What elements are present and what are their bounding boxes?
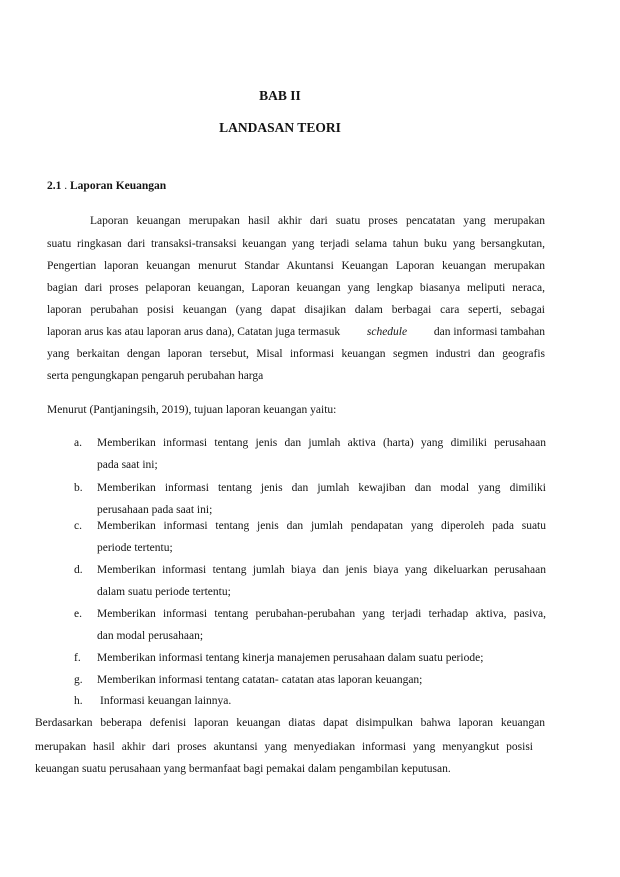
list-marker: c. <box>74 520 82 532</box>
list-marker: d. <box>74 564 83 576</box>
list-item-text: periode tertentu; <box>97 542 173 554</box>
section-title: Laporan Keuangan <box>70 180 167 192</box>
list-intro: Menurut (Pantjaningsih, 2019), tujuan laporan keuangan yaitu: <box>47 404 337 416</box>
section-heading <box>47 179 166 193</box>
list-item-text: perusahaan pada saat ini; <box>97 504 213 516</box>
list-marker: f. <box>74 652 81 664</box>
list-item-text: pada saat ini; <box>97 459 158 471</box>
list-marker: b. <box>74 482 83 494</box>
list-marker: h. <box>74 695 83 707</box>
list-item-text: Memberikan informasi tentang perubahan-perubahan yang terjadi terhadap aktiva, pasiva, <box>97 608 546 620</box>
list-item-text: Memberikan informasi tentang catatan- catatan atas laporan keuangan; <box>97 674 423 686</box>
list-item-text: Memberikan informasi tentang kinerja manajemen perusahaan dalam suatu periode; <box>97 652 484 664</box>
list-item-text: Memberikan informasi tentang jenis dan jumlah kewajiban dan modal yang dimiliki <box>97 482 546 494</box>
paragraph-line: laporan perubahan posisi keuangan (yang dapat disajikan dalam berbagai cara seperti, sebagai <box>47 304 545 316</box>
paragraph-line <box>47 325 545 339</box>
paragraph-line: serta pengungkapan pengaruh perubahan harga <box>47 370 264 382</box>
paragraph-line: bagian dari proses pelaporan keuangan, Laporan keuangan yang lengkap biasanya meliputi neraca, <box>47 282 545 294</box>
conclusion-line: Berdasarkan beberapa defenisi laporan keuangan diatas dapat disimpulkan bahwa laporan keuangan <box>35 717 545 729</box>
emphasis-text: schedule <box>366 326 408 338</box>
paragraph-text: laporan arus kas atau laporan arus dana), Catatan juga termasuk <box>47 326 341 338</box>
paragraph-line: Laporan keuangan merupakan hasil akhir dari suatu proses pencatatan yang merupakan <box>90 215 545 227</box>
list-item-text: Memberikan informasi tentang jenis dan jumlah pendapatan yang diperoleh pada suatu <box>97 520 546 532</box>
list-item-text: Memberikan informasi tentang jumlah biaya dan jenis biaya yang dikeluarkan perusahaan <box>97 564 546 576</box>
paragraph-line: suatu ringkasan dari transaksi-transaksi keuangan yang terjadi selama tahun buku yang bersangkutan, <box>47 238 545 250</box>
list-item-text: Memberikan informasi tentang jenis dan jumlah aktiva (harta) yang dimiliki perusahaan <box>97 437 546 449</box>
list-marker: a. <box>74 437 82 449</box>
paragraph-line: yang berkaitan dengan laporan tersebut, Misal informasi keuangan segmen industri dan geografis <box>47 348 545 360</box>
paragraph-text: dan informasi tambahan <box>433 326 545 338</box>
list-marker: e. <box>74 608 82 620</box>
chapter-title: LANDASAN TEORI <box>219 120 341 135</box>
paragraph-line: Pengertian laporan keuangan menurut Standar Akuntansi Keuangan Laporan keuangan merupakan <box>47 260 545 272</box>
list-item-text: dalam suatu periode tertentu; <box>97 586 231 598</box>
list-item-text: Informasi keuangan lainnya. <box>100 695 232 707</box>
chapter-number: BAB II <box>259 88 301 103</box>
section-number: 2.1 <box>47 180 62 192</box>
section-separator: . <box>64 180 68 192</box>
conclusion-line: keuangan suatu perusahaan yang bermanfaat bagi pemakai dalam pengambilan keputusan. <box>35 763 451 775</box>
conclusion-line: merupakan hasil akhir dari proses akuntansi yang menyediakan informasi yang menyangkut posisi <box>35 741 533 753</box>
list-item-text: dan modal perusahaan; <box>97 630 204 642</box>
list-marker: g. <box>74 674 83 686</box>
